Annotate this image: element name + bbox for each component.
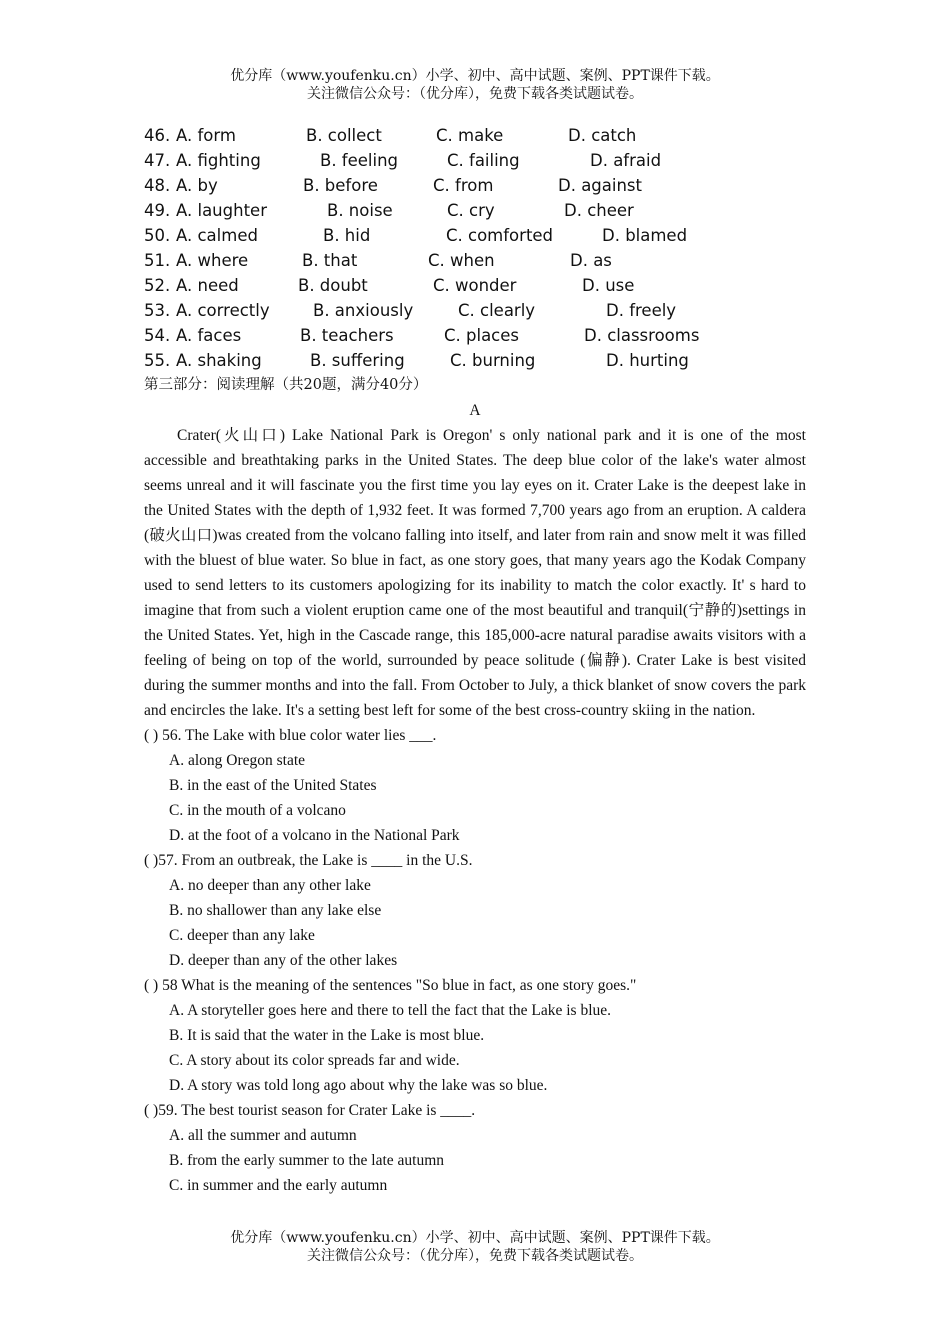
option-b: B. anxiously [313, 301, 414, 320]
question-number: 49. [144, 201, 171, 220]
question-number: 51. [144, 251, 171, 270]
question-number: 52. [144, 276, 171, 295]
option-c: C. comforted [446, 226, 554, 245]
option-d: D. against [558, 176, 642, 195]
option-d: D. cheer [564, 201, 634, 220]
header-line-1: 优分库（www.youfenku.cn）小学、初中、高中试题、案例、PPT课件下载。 [230, 68, 720, 84]
question-59 [144, 1098, 806, 1198]
question-58 [144, 973, 806, 1098]
cloze-row-47 [144, 148, 806, 173]
cloze-row-46 [144, 123, 806, 148]
choice-b: B. no shallower than any lake else [169, 902, 382, 919]
option-c: C. wonder [433, 276, 517, 295]
question-56 [144, 723, 806, 848]
question-number: 50. [144, 226, 171, 245]
choice-a: A. A storyteller goes here and there to tell the fact that the Lake is blue. [169, 1002, 612, 1019]
footer-line-1: 优分库（www.youfenku.cn）小学、初中、高中试题、案例、PPT课件下载。 [230, 1230, 720, 1246]
option-b: B. before [303, 176, 378, 195]
cloze-row-50 [144, 223, 806, 248]
option-a: A. where [176, 251, 249, 270]
page-header [0, 67, 950, 103]
option-b: B. doubt [298, 276, 368, 295]
option-c: C. burning [450, 351, 536, 370]
option-b: B. teachers [300, 326, 394, 345]
option-a: A. correctly [176, 301, 270, 320]
page-footer [0, 1229, 950, 1265]
option-d: D. afraid [590, 151, 662, 170]
option-d: D. freely [606, 301, 677, 320]
choice-c: C. deeper than any lake [169, 927, 315, 944]
option-c: C. when [428, 251, 495, 270]
choice-b: B. from the early summer to the late autumn [169, 1152, 445, 1169]
question-number: 46. [144, 126, 171, 145]
choice-c: C. A story about its color spreads far and wide. [169, 1052, 460, 1069]
option-b: B. collect [306, 126, 382, 145]
choice-d: D. deeper than any of the other lakes [169, 952, 398, 969]
option-b: B. that [302, 251, 358, 270]
question-stem: ( ) 56. The Lake with blue color water lies ___. [144, 727, 437, 744]
option-a: A. by [176, 176, 218, 195]
option-d: D. catch [568, 126, 637, 145]
cloze-row-51 [144, 248, 806, 273]
cloze-row-52 [144, 273, 806, 298]
choice-b: B. It is said that the water in the Lake is most blue. [169, 1027, 485, 1044]
option-c: C. make [436, 126, 504, 145]
option-a: A. laughter [176, 201, 267, 220]
cloze-row-48 [144, 173, 806, 198]
question-number: 55. [144, 351, 171, 370]
question-number: 48. [144, 176, 171, 195]
question-number: 47. [144, 151, 171, 170]
option-b: B. feeling [320, 151, 399, 170]
option-a: A. need [176, 276, 239, 295]
option-d: D. use [582, 276, 635, 295]
question-stem: ( ) 58 What is the meaning of the sentences "So blue in fact, as one story goes." [144, 977, 637, 994]
page-content [144, 123, 806, 1198]
option-c: C. from [433, 176, 494, 195]
question-57 [144, 848, 806, 973]
cloze-row-49 [144, 198, 806, 223]
option-a: A. fighting [176, 151, 261, 170]
section-title: 第三部分：阅读理解（共20题，满分40分） [144, 377, 428, 393]
option-b: B. hid [323, 226, 371, 245]
option-c: C. failing [447, 151, 520, 170]
choice-a: A. all the summer and autumn [169, 1127, 357, 1144]
option-c: C. places [444, 326, 519, 345]
option-b: B. noise [327, 201, 393, 220]
choice-d: D. at the foot of a volcano in the National Park [169, 827, 460, 844]
passage-label: A [469, 402, 481, 419]
choice-d: D. A story was told long ago about why the lake was so blue. [169, 1077, 548, 1094]
option-c: C. cry [447, 201, 495, 220]
option-a: A. faces [176, 326, 242, 345]
footer-line-2: 关注微信公众号：（优分库），免费下载各类试题试卷。 [307, 1248, 643, 1264]
question-number: 53. [144, 301, 171, 320]
option-a: A. calmed [176, 226, 258, 245]
option-c: C. clearly [458, 301, 536, 320]
passage-text: Crater(火山口) Lake National Park is Oregon' s only national park and it is one of the most accessible and breathtaking parks in the United States. The deep blue color of the lake's water almost seems unreal and it will fascinate you the first time you lay eyes on it. Crater Lake is the deepest lake in the United States with the depth of 1,932 feet. It was formed 7,700 years ago from an eruption. A caldera (破火山口)was created from the volcano falling into itself, and later from rain and snow melt it was filled with the bluest of blue water. So blue in fact, as one story goes, that many years ago the Kodak Company used to send letters to its customers apologizing for its inability to match the color exactly. It' s hard to imagine that from such a violent eruption came one of the most beautiful and tranquil(宁静的)settings in the United States. Yet, high in the Cascade range, this 185,000-acre natural paradise awaits visitors with a feeling of being on top of the world, surrounded by peace solitude (偏静). Crater Lake is best visited during the summer months and into the fall. From October to July, a thick blanket of snow covers the park and encircles the lake. It's a setting best left for some of the best cross-country skiing in the nation. [144, 427, 806, 719]
choice-a: A. no deeper than any other lake [169, 877, 371, 894]
cloze-row-54 [144, 323, 806, 348]
option-d: D. blamed [602, 226, 688, 245]
choice-c: C. in summer and the early autumn [169, 1177, 388, 1194]
choice-a: A. along Oregon state [169, 752, 306, 769]
option-d: D. hurting [606, 351, 689, 370]
option-b: B. suffering [310, 351, 405, 370]
question-stem: ( )59. The best tourist season for Crater Lake is ____. [144, 1102, 476, 1119]
choice-b: B. in the east of the United States [169, 777, 377, 794]
question-stem: ( )57. From an outbreak, the Lake is ____ in the U.S. [144, 852, 473, 869]
header-line-2: 关注微信公众号：（优分库），免费下载各类试题试卷。 [307, 86, 643, 102]
cloze-row-55 [144, 348, 806, 373]
option-a: A. shaking [176, 351, 262, 370]
cloze-row-53 [144, 298, 806, 323]
question-number: 54. [144, 326, 171, 345]
choice-c: C. in the mouth of a volcano [169, 802, 346, 819]
cloze-options [144, 123, 806, 373]
option-d: D. as [570, 251, 612, 270]
option-d: D. classrooms [584, 326, 700, 345]
option-a: A. form [176, 126, 236, 145]
